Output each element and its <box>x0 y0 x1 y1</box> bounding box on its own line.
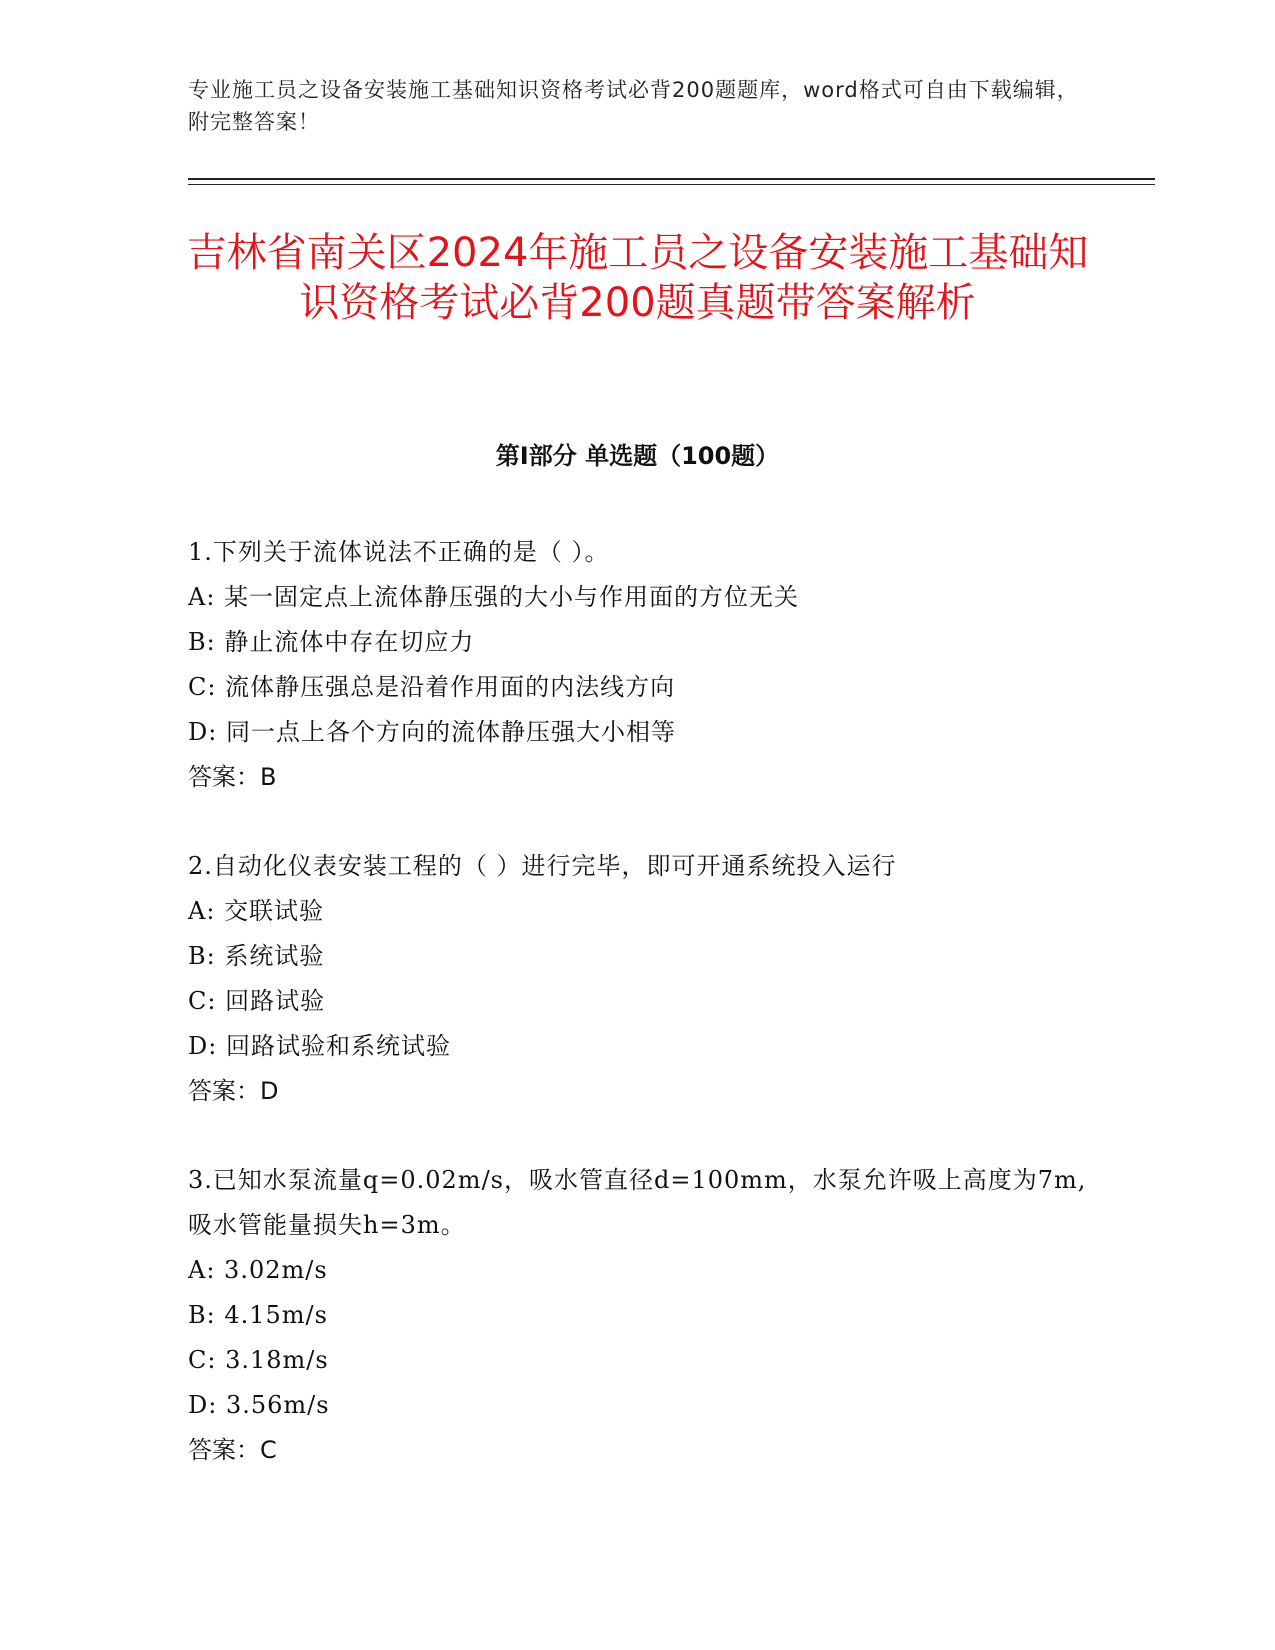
header-note: 专业施工员之设备安装施工基础知识资格考试必背200题题库，word格式可自由下载编辑，附完整答案！ <box>188 78 1079 134</box>
question-text: 1.下列关于流体说法不正确的是（ ）。 <box>188 538 610 566</box>
option-d: D: 回路试验和系统试验 <box>188 1032 451 1060</box>
question-1 <box>188 530 1088 800</box>
answer: 答案：B <box>188 763 277 791</box>
option-a: A: 交联试验 <box>188 897 325 925</box>
answer: 答案：C <box>188 1436 277 1464</box>
header-divider-thin <box>188 184 1155 185</box>
header-divider <box>188 178 1155 180</box>
document-title: 吉林省南关区2024年施工员之设备安装施工基础知识资格考试必背200题真题带答案解析 <box>186 230 1089 326</box>
option-c: C: 回路试验 <box>188 987 326 1015</box>
option-c: C: 3.18m/s <box>188 1346 329 1374</box>
answer: 答案：D <box>188 1077 279 1105</box>
option-d: D: 3.56m/s <box>188 1391 330 1419</box>
option-a: A: 某一固定点上流体静压强的大小与作用面的方位无关 <box>188 583 800 611</box>
option-b: B: 系统试验 <box>188 942 325 970</box>
option-a: A: 3.02m/s <box>188 1256 328 1284</box>
question-3 <box>188 1158 1088 1473</box>
question-text: 3.已知水泵流量q=0.02m/s，吸水管直径d=100mm，水泵允许吸上高度为7m,吸水管能量损失h=3m。 <box>188 1166 1087 1239</box>
question-text: 2.自动化仪表安装工程的（ ）进行完毕，即可开通系统投入运行 <box>188 852 897 880</box>
option-c: C: 流体静压强总是沿着作用面的内法线方向 <box>188 673 676 701</box>
option-b: B: 静止流体中存在切应力 <box>188 628 475 656</box>
section-heading: 第Ⅰ部分 单选题（100题） <box>495 442 780 470</box>
question-list <box>188 530 1088 1517</box>
option-d: D: 同一点上各个方向的流体静压强大小相等 <box>188 718 676 746</box>
option-b: B: 4.15m/s <box>188 1301 328 1329</box>
question-2 <box>188 844 1088 1114</box>
